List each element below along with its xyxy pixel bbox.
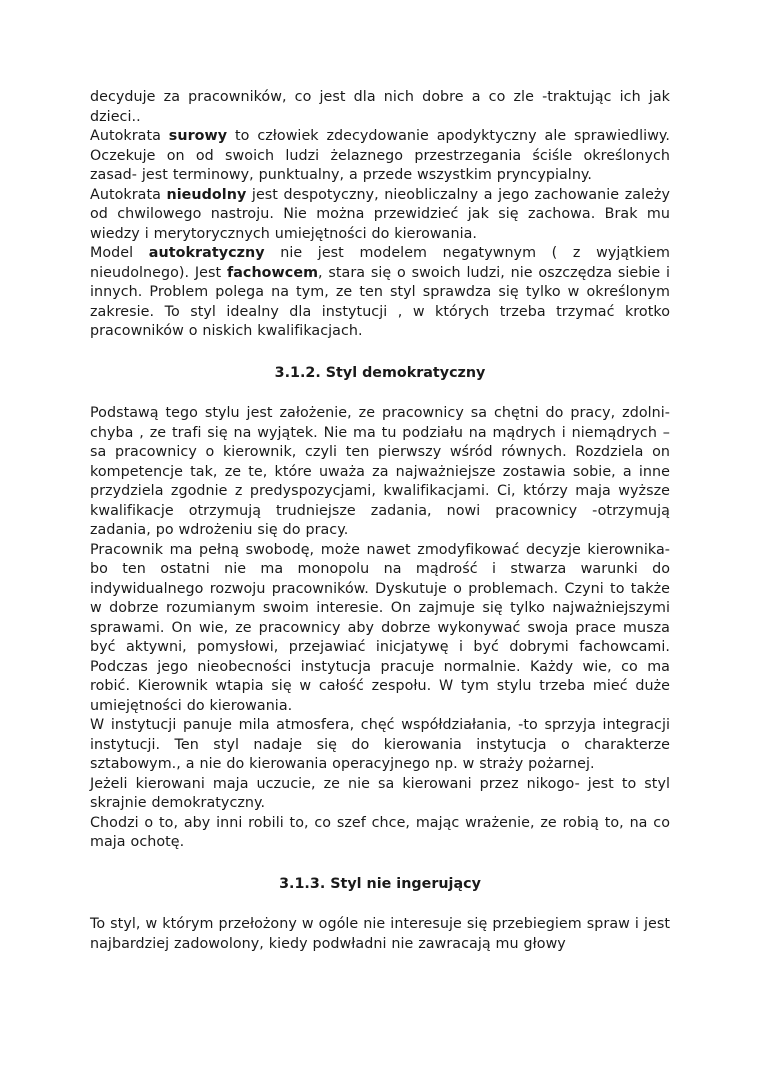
text-run: Pracownik ma pełną swobodę, może nawet zmodyfikować decyzje kierownika- bo ten ostatni nie ma monopolu na mądrość i stwarza warunki do indywidualnego rozwoju pracowników. Dyskutuje o problemach. Czyni to także w dobrze rozumianym swoim interesie. On zajmuje się tylko najważniejszymi sprawami. On wie, ze pracownicy aby dobrze wykonywać swoja prace musza być aktywni, pomysłowi, przejawiać inicjatywę i być dobrymi fachowcami. Podczas jego nieobecności instytucja pracuje normalnie. Każdy wie, co ma robić. Kierownik wtapia się w całość zespołu. W tym stylu trzeba mieć duże umiejętności do kierowania. xyxy=(90,541,670,714)
paragraph xyxy=(90,127,670,186)
paragraph xyxy=(90,716,670,775)
bold-term: nieudolny xyxy=(166,186,247,203)
text-run: decyduje za pracowników, co jest dla nich dobre a co zle -traktując ich jak dzieci.. xyxy=(90,89,670,125)
text-run: nie jest modelem negatywnym ( z wyjątkiem nieudolnego). Jest xyxy=(90,245,670,281)
text-run: Autokrata xyxy=(90,128,169,144)
paragraph xyxy=(90,814,670,853)
heading-democratic-style: 3.1.2. Styl demokratyczny xyxy=(274,364,486,381)
text-run: to człowiek zdecydowanie apodyktyczny ale sprawiedliwy. Oczekuje on od swoich ludzi żelaznego przestrzegania ściśle określonych zasad- jest terminowy, punktualny, a przede wszystkim pryncypialny. xyxy=(90,128,670,183)
text-run: jest despotyczny, nieobliczalny a jego zachowanie zależy od chwilowego nastroju. Nie można przewidzieć jak się zachowa. Brak mu wiedzy i merytorycznych umiejętności do kierowania. xyxy=(90,186,671,242)
paragraph xyxy=(90,404,670,541)
text-run: W instytucji panuje mila atmosfera, chęć współdziałania, -to sprzyja integracji instytucji. Ten styl nadaje się do kierowania instytucja o charakterze sztabowym., a nie do kierowania operacyjnego np. w straży pożarnej. xyxy=(90,717,670,772)
text-run: Autokrata xyxy=(90,186,167,203)
paragraph xyxy=(90,88,670,127)
document-body xyxy=(90,88,670,954)
paragraph xyxy=(90,244,670,342)
bold-term: fachowcem xyxy=(226,264,319,281)
text-run: Chodzi o to, aby inni robili to, co szef chce, mając wrażenie, ze robią to, na co maja ochotę. xyxy=(90,814,670,850)
heading-non-interfering-style: 3.1.3. Styl nie ingerujący xyxy=(279,875,481,892)
paragraph xyxy=(90,915,670,954)
paragraph xyxy=(90,186,670,245)
section-autocratic-text xyxy=(90,88,670,342)
section-democratic-text xyxy=(90,404,670,853)
paragraph xyxy=(90,541,670,717)
bold-term: autokratyczny xyxy=(148,245,265,261)
section-non-interfering-text xyxy=(90,915,670,954)
text-run: Model xyxy=(90,245,149,261)
paragraph xyxy=(90,775,670,814)
text-run: Jeżeli kierowani maja uczucie, ze nie sa kierowani przez nikogo- jest to styl skrajnie demokratyczny. xyxy=(90,775,670,811)
bold-term: surowy xyxy=(168,128,228,144)
text-run: Podstawą tego stylu jest założenie, ze pracownicy sa chętni do pracy, zdolni- chyba , ze trafi się na wyjątek. Nie ma tu podziału na mądrych i niemądrych –sa pracownicy o kierownik, czyli ten pierwszy wśród równych. Rozdziela on kompetencje tak, ze te, które uważa za najważniejsze zostawia sobie, a inne przydziela zgodnie z predyspozycjami, kwalifikacjami. Ci, którzy maja wyższe kwalifikacje otrzymują trudniejsze zadania, nowi pracownicy -otrzymują zadania, po wdrożeniu się do pracy. xyxy=(90,405,670,538)
text-run: To styl, w którym przełożony w ogóle nie interesuje się przebiegiem spraw i jest najbardziej zadowolony, kiedy podwładni nie zawracają mu głowy xyxy=(90,916,670,952)
text-run: , stara się o swoich ludzi, nie oszczędza siebie i innych. Problem polega na tym, ze ten styl sprawdza się tylko w określonym zakresie. To styl idealny dla instytucji , w których trzeba trzymać krotko pracowników o niskich kwalifikacjach. xyxy=(90,264,670,339)
